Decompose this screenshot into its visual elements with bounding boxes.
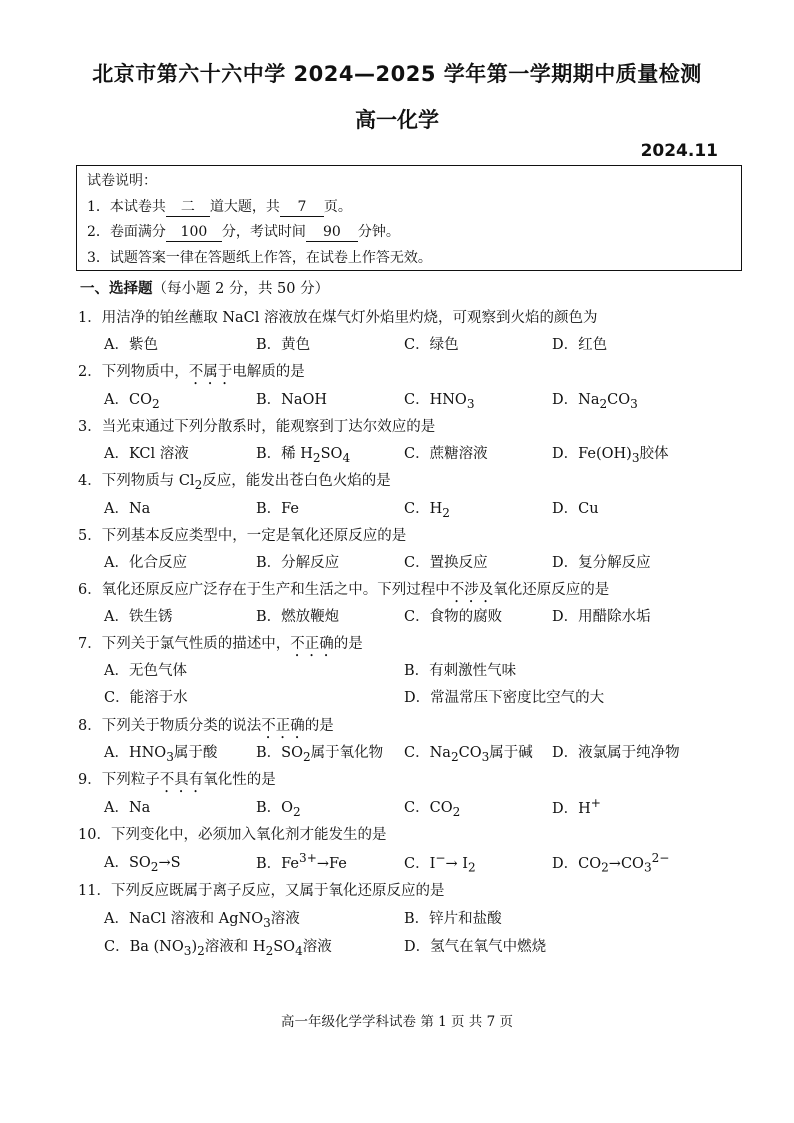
q6-emphasis: 不涉及 — [449, 582, 494, 598]
q6-pre: 6．氧化还原反应广泛存在于生产和生活之中。下列过程中 — [78, 582, 450, 598]
q2-pre: 2．下列物质中， — [78, 364, 189, 380]
o11c-mid2: 溶液和 H — [204, 939, 266, 955]
o2c-text: C．HNO — [404, 392, 467, 408]
page-footer: 高一年级化学学科试卷 第 1 页 共 7 页 — [281, 1014, 513, 1030]
options-9 — [104, 796, 744, 818]
option-11b: B．锌片和盐酸 — [404, 911, 502, 927]
exam-time: 90 — [306, 223, 358, 242]
options-3 — [104, 442, 744, 464]
o4c-text: C．H — [404, 501, 443, 517]
option-3b — [256, 442, 350, 465]
o10a-post: →S — [158, 855, 181, 871]
o8c-mid: CO — [458, 745, 482, 761]
option-9b — [256, 796, 301, 819]
question-6 — [78, 578, 609, 606]
q8-emphasis: 不正确 — [261, 718, 305, 734]
o10c-post: → I — [445, 855, 468, 872]
q6-post: 氧化还原反应的是 — [493, 582, 610, 598]
o2d-text: D．Na — [552, 392, 600, 408]
o10c-sub: 2 — [467, 860, 476, 875]
option-10b — [256, 851, 347, 873]
question-8 — [78, 714, 334, 742]
instruction-3: 3．试题答案一律在答题纸上作答，在试卷上作答无效。 — [87, 249, 432, 266]
question-5: 5．下列基本反应类型中，一定是氧化还原反应的是 — [78, 528, 407, 544]
option-1b: B．黄色 — [256, 337, 311, 353]
o11c-sub3: 2 — [265, 943, 274, 958]
o9b-sub: 2 — [293, 804, 301, 819]
option-5b: B．分解反应 — [256, 555, 340, 571]
option-2a — [104, 388, 160, 411]
o11c-sub2: 2 — [197, 943, 205, 958]
option-5a: A．化合反应 — [104, 555, 187, 571]
o10b-text: B．Fe — [256, 855, 300, 872]
o11c-sub4: 4 — [295, 943, 303, 958]
option-7d: D．常温常压下密度比空气的大 — [404, 690, 605, 706]
option-1c: C．绿色 — [404, 337, 459, 353]
o9d-sup: + — [590, 796, 601, 810]
subject-title: 高一化学 — [355, 108, 439, 132]
sections-count: 二 — [166, 198, 210, 217]
instr2-suffix: 分钟。 — [357, 224, 400, 240]
option-11d: D．氢气在氧气中燃烧 — [404, 939, 547, 955]
o8c-text: C．Na — [404, 745, 451, 761]
instructions-box — [76, 165, 742, 271]
o11c-mid3: SO — [273, 939, 296, 955]
o3d-post: 胶体 — [639, 446, 669, 462]
option-1a: A．紫色 — [104, 337, 158, 353]
q9-emphasis: 不具有 — [159, 772, 204, 788]
o8a-sub: 3 — [166, 749, 174, 764]
option-6b: B．燃放鞭炮 — [256, 609, 340, 625]
option-6a: A．铁生锈 — [104, 609, 173, 625]
option-8d: D．液氯属于纯净物 — [552, 745, 680, 761]
question-7 — [78, 632, 363, 660]
pages-count: 7 — [280, 198, 324, 217]
o9d-text: D．H — [552, 800, 591, 817]
o10d-sup: 2− — [651, 851, 670, 865]
option-7c: C．能溶于水 — [104, 690, 188, 706]
o11a-text: A．NaCl 溶液和 AgNO — [104, 911, 264, 927]
option-7a: A．无色气体 — [104, 663, 187, 679]
question-10: 10．下列变化中，必须加入氧化剂才能发生的是 — [78, 827, 387, 843]
options-2 — [104, 388, 744, 410]
option-2b: B．NaOH — [256, 392, 328, 408]
options-11b — [104, 935, 744, 957]
question-2 — [78, 360, 305, 388]
instruction-1 — [87, 195, 741, 221]
o9c-sub: 2 — [452, 804, 461, 819]
o10a-text: A．SO — [104, 855, 151, 871]
option-8b — [256, 741, 383, 764]
o10b-post: →Fe — [316, 855, 347, 872]
o11c-sub1: 3 — [183, 943, 192, 958]
o10b-sup: 3+ — [299, 851, 317, 865]
option-7b: B．有刺激性气味 — [404, 663, 517, 679]
option-2c — [404, 388, 475, 411]
option-8c — [404, 741, 533, 764]
q7-post: 的是 — [333, 636, 363, 652]
o8b-post: 属于氧化物 — [310, 745, 384, 761]
options-7a — [104, 659, 744, 681]
o10a-sub: 2 — [150, 859, 159, 874]
question-4 — [78, 469, 391, 492]
instr1-mid: 道大题，共 — [209, 198, 280, 215]
o3b-text: B．稀 H — [256, 446, 313, 462]
o3b-sub2: 4 — [342, 450, 351, 465]
instr1-suffix: 页。 — [323, 198, 352, 215]
section-title: 一、选择题 — [80, 280, 153, 297]
o8c-sub2: 3 — [481, 749, 490, 764]
option-9a: A．Na — [104, 800, 151, 816]
instructions-heading: 试卷说明： — [87, 173, 157, 189]
option-6d: D．用醋除水垢 — [552, 609, 651, 625]
o3b-mid: SO — [320, 446, 343, 462]
q2-emphasis: 不属于 — [188, 364, 233, 380]
o2d-mid: CO — [607, 392, 631, 408]
full-score: 100 — [166, 223, 222, 242]
instr2-prefix: 2．卷面满分 — [87, 224, 166, 240]
o11c-text: C．Ba (NO — [104, 939, 184, 955]
option-10d — [552, 851, 669, 875]
q8-pre: 8．下列关于物质分类的说法 — [78, 718, 262, 734]
o10d-text: D．CO — [552, 855, 602, 872]
option-6c: C．食物的腐败 — [404, 609, 503, 625]
o3b-sub1: 2 — [312, 450, 321, 465]
question-9 — [78, 768, 276, 796]
o2a-text: A．CO — [104, 392, 152, 408]
o11a-post: 溶液 — [270, 911, 300, 927]
option-3a: A．KCl 溶液 — [104, 446, 189, 462]
o4c-sub: 2 — [442, 505, 450, 520]
o10c-text: C．I — [404, 855, 436, 872]
o10c-sup: − — [435, 851, 446, 865]
options-4 — [104, 497, 744, 519]
instruction-2 — [87, 220, 741, 246]
option-3c: C．蔗糖溶液 — [404, 446, 488, 462]
option-11c — [104, 935, 332, 958]
option-4b: B．Fe — [256, 501, 300, 517]
options-6 — [104, 605, 744, 627]
o8a-text: A．HNO — [104, 745, 167, 761]
instr1-prefix: 1．本试卷共 — [87, 198, 166, 215]
option-5c: C．置换反应 — [404, 555, 488, 571]
q4-sub: 2 — [194, 477, 203, 492]
q9-pre: 9．下列粒子 — [78, 772, 160, 788]
option-2d — [552, 388, 638, 411]
o8c-sub1: 2 — [450, 749, 459, 764]
exam-title: 北京市第六十六中学 2024—2025 学年第一学期期中质量检测 — [92, 62, 702, 86]
q9-post: 氧化性的是 — [203, 772, 276, 788]
q7-pre: 7．下列关于氯气性质的描述中， — [78, 636, 291, 652]
q4-pre: 4．下列物质与 Cl — [78, 473, 195, 489]
o9c-text: C．CO — [404, 800, 453, 816]
instr2-mid: 分，考试时间 — [221, 224, 306, 240]
q4-post: 反应，能发出苍白色火焰的是 — [202, 473, 391, 489]
q7-emphasis: 不正确 — [290, 636, 334, 652]
o11c-post: 溶液 — [302, 939, 332, 955]
o3d-sub: 3 — [631, 450, 640, 465]
options-7b — [104, 686, 744, 708]
option-1d: D．红色 — [552, 337, 608, 353]
option-4d: D．Cu — [552, 501, 599, 517]
options-10 — [104, 851, 744, 873]
o3d-text: D．Fe(OH) — [552, 446, 632, 462]
o2a-sub: 2 — [151, 396, 160, 411]
question-1: 1．用洁净的铂丝蘸取 NaCl 溶液放在煤气灯外焰里灼烧，可观察到火焰的颜色为 — [78, 310, 598, 326]
o10d-sub2: 3 — [643, 860, 652, 875]
option-9d — [552, 796, 601, 818]
o2c-sub: 3 — [466, 396, 475, 411]
o11c-mid: ) — [191, 939, 198, 955]
section-note: （每小题 2 分，共 50 分） — [152, 281, 330, 297]
option-4a: A．Na — [104, 501, 151, 517]
options-5 — [104, 551, 744, 573]
option-8a — [104, 741, 217, 764]
o10d-sub: 2 — [601, 860, 609, 875]
option-11a — [104, 907, 300, 930]
q8-post: 的是 — [304, 718, 334, 734]
question-3: 3．当光束通过下列分散系时，能观察到丁达尔效应的是 — [78, 419, 436, 435]
section-heading — [80, 277, 329, 298]
o8b-text: B．SO — [256, 745, 303, 761]
o8a-post: 属于酸 — [173, 745, 218, 761]
options-1 — [104, 333, 744, 355]
option-10c — [404, 851, 476, 875]
o11a-sub: 3 — [263, 915, 271, 930]
options-11a — [104, 907, 744, 929]
option-4c — [404, 497, 450, 520]
o10d-post: →CO — [608, 855, 644, 872]
exam-date: 2024.11 — [640, 141, 718, 161]
options-8 — [104, 741, 744, 763]
option-9c — [404, 796, 460, 819]
option-10a — [104, 851, 181, 874]
option-3d — [552, 442, 669, 465]
o2d-sub2: 3 — [630, 396, 638, 411]
o8c-post: 属于碱 — [489, 745, 533, 761]
question-11: 11．下列反应既属于离子反应，又属于氧化还原反应的是 — [78, 883, 445, 899]
option-5d: D．复分解反应 — [552, 555, 651, 571]
q2-post: 电解质的是 — [232, 364, 305, 380]
o8b-sub: 2 — [302, 749, 311, 764]
o2d-sub1: 2 — [599, 396, 608, 411]
o9b-text: B．O — [256, 800, 294, 816]
